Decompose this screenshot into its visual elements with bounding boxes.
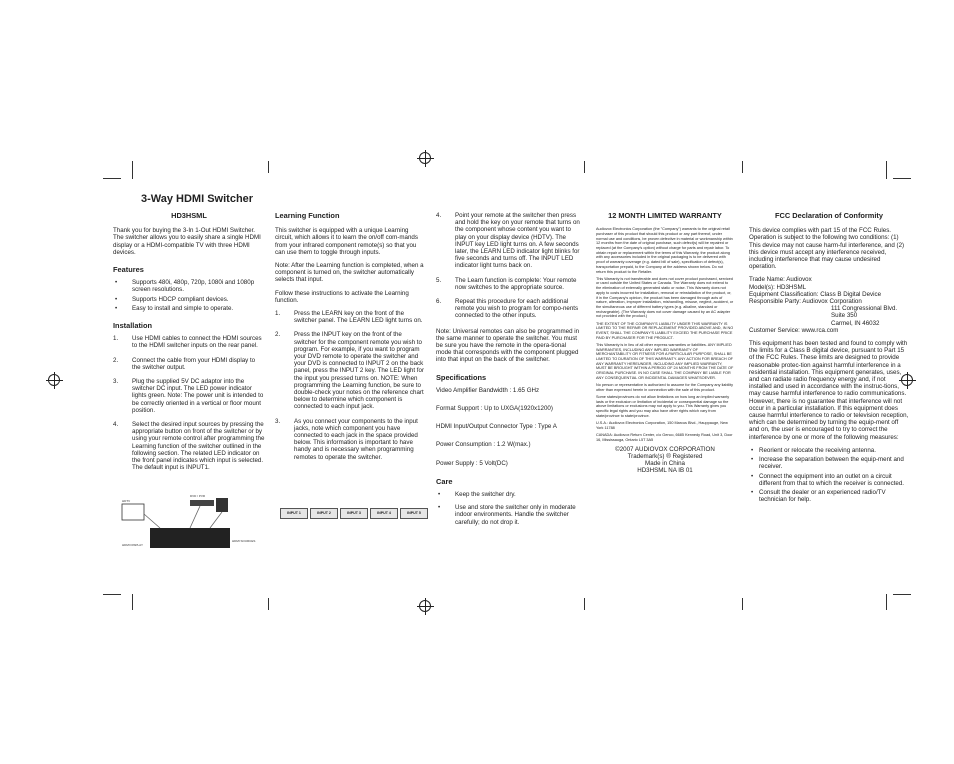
list-item: 3. Plug the supplied 5V DC adaptor into the switcher DC input. The LED power indicator lights green. Note: The power unit is intended to be correctly oriented in a vertical or floor mount position. <box>113 378 264 414</box>
customer-service: Customer Service: www.rca.com <box>749 326 839 334</box>
fcc-p2: This equipment has been tested and found to comply with the limits for a Class B digital device, pursuant to Part 15 of the FCC Rules. These limits are designed to provide reasonable protec-tion against harmful interference in a residential installation. This equipment generates, uses, and can radiate radio frequency energy and, if not installed and used in accordance with the instruc-tions, may cause harmful interference to radio communications. However, there is no guarantee that interference will not occur in a particular installation. If this equipment does cause harmful interference to radio or television reception, which can be determined by turning the equip-ment off and on, the user is encouraged to try to correct the interference by one or more of the following measures: <box>749 340 909 441</box>
address-line: Carmel, IN 46032 <box>831 319 880 327</box>
list-item: • Increase the separation between the equip-ment and receiver. <box>751 456 904 471</box>
warranty-paragraph: Audiovox Electronics Corporation (the "Company") warrants to the original retail purchaser of this product that should this product or any part thereof, under normal use and conditions, be proven defective in material or workmanship within 12 months from the date of original purchase, such defect(s) will be repaired or replaced (at the Company's option) without charge for parts and repair labor. To obtain repair or replacement within the terms of this Warranty, the product along with any accessories included in the original packaging is to be delivered with proof of warranty coverage (e.g. dated bill of sale), specification of defect(s), transportation prepaid, to the Company at the address shown below. Do not return this product to the Retailer. <box>596 227 733 274</box>
label-dvd: DVD / PVR <box>190 494 206 498</box>
warranty-paragraph: No person or representative is authorized to assume for the Company any liability other than expressed herein in connection with the sale of this product. <box>596 383 733 392</box>
warranty-paragraph: This Warranty is not transferable and does not cover product purchased, serviced or used outside the United States or Canada. The Warranty does not extend to the elimination of externally generated static or noise. This Warranty does not apply to costs incurred for installation, removal or reinstallation of the product, or, if in the Company's opinion, the product has been damaged through acts of nature, alteration, improper installation, mishandling, misuse, neglect, accident, or the simultaneous use of different battery types (e.g. alkaline, standard or rechargeable). (The Warranty does not cover damage caused by an AC adapter not provided with the product.) <box>596 276 734 319</box>
spec-item: Format Support : Up to UXGA(1920x1200) <box>436 405 553 413</box>
fold-mark <box>584 161 585 173</box>
trademark: Trademark(s) ® Registered <box>627 453 703 461</box>
universal-remote-note: Note: Universal remotes can also be programmed in the same manner to operate the switcher. You must be sure you have the remote in the opera-tional mode that corresponds with the component plugged into that input on the back of the switcher. <box>436 327 580 364</box>
hdtv-illustration <box>122 504 144 520</box>
crop-mark <box>103 178 121 179</box>
copyright: ©2007 AUDIOVOX CORPORATION <box>615 446 715 454</box>
list-item: • Consult the dealer or an experienced radio/TV technician for help. <box>751 488 886 504</box>
input-cell: INPUT 1 <box>280 508 308 519</box>
fold-mark <box>742 161 743 173</box>
crop-mark <box>886 594 887 610</box>
fold-mark <box>742 598 743 610</box>
learning-heading: Learning Function <box>275 211 340 220</box>
registration-mark-icon <box>48 374 60 386</box>
registration-mark-icon <box>419 152 431 164</box>
list-item: • Supports 480i, 480p, 720p, 1080i and 1080p screen resolutions. <box>115 279 255 294</box>
warranty-paragraph: This Warranty is in lieu of all other express warranties or liabilities. ANY IMPLIED WARRANTIES, INCLUDING ANY IMPLIED WARRANTY OF MERCHANTABILITY OR FITNESS FOR A PARTICULAR PURPOSE, SHALL BE LIMITED TO DURATION OF THIS WARRANTY. ANY ACTION FOR BREACH OF ANY WARRANTY HEREUNDER, INCLUDING ANY IMPLIED WARRANTY, MUST BE BROUGHT WITHIN A PERIOD OF 24 MONTHS FROM THE DATE OF ORIGINAL PURCHASE. IN NO CASE SHALL THE COMPANY BE LIABLE FOR ANY CONSEQUENTIAL OR INCIDENTAL DAMAGES WHATSOEVER. <box>596 342 734 380</box>
switcher-illustration <box>150 528 230 548</box>
crop-mark <box>103 594 121 595</box>
column-learning <box>275 212 425 468</box>
warranty-paragraph: THE EXTENT OF THE COMPANY'S LIABILITY UNDER THIS WARRANTY IS LIMITED TO THE REPAIR OR REPLACEMENT PROVIDED ABOVE AND, IN NO EVENT, SHALL THE COMPANY'S LIABILITY EXCEED THE PURCHASE PRICE PAID BY PURCHASER FOR THE PRODUCT. <box>596 321 734 340</box>
dvd-player-illustration <box>190 500 214 506</box>
list-item: 1. Press the LEARN key on the front of the switcher panel. The LEARN LED light turns on. <box>275 310 423 325</box>
fcc-measures <box>749 447 909 503</box>
fold-mark <box>268 598 269 610</box>
fcc-heading: FCC Declaration of Conformity <box>775 211 883 220</box>
crop-mark <box>886 161 887 179</box>
list-item: 4. Point your remote at the switcher then press and hold the key on your remote that turns on the component whose content you want to play on your display device (HDTV). The INPUT key LED light turns on. A few seconds later, the LEARN LED indicator light blinks for five seconds and turns off. The INPUT LED indicator light turns back on. <box>436 212 580 270</box>
input-reference-chart <box>280 508 430 519</box>
registration-mark-icon <box>419 600 431 612</box>
care-list <box>436 491 582 526</box>
label-sources: HDMI SOURCES <box>232 539 256 543</box>
input-cell: INPUT 4 <box>370 508 398 519</box>
crop-mark <box>893 178 911 179</box>
installation-list <box>113 335 265 471</box>
column-intro <box>113 212 265 478</box>
list-item: 5. The Learn function is complete: Your remote now switches to the appropriate source. <box>436 276 577 291</box>
responsible-party: Responsible Party: Audiovox Corporation <box>749 298 862 306</box>
warranty-paragraph: Some states/provinces do not allow limitations on how long an implied warranty lasts or the exclusion or limitation of incidental or consequential damage so the above limitations or exclusions may not apply to you. This Warranty gives you specific legal rights and you may also have other rights which vary from state/province to state/province. <box>596 394 730 418</box>
address-line: Suite 350 <box>831 312 858 320</box>
installation-heading: Installation <box>113 321 153 331</box>
column-specs <box>436 212 582 528</box>
game-console-illustration <box>216 498 228 512</box>
label-hdtv: HDTV <box>122 499 131 503</box>
list-item: • Connect the equipment into an outlet on a circuit different from that to which the receiver is connected. <box>751 472 905 487</box>
features-heading: Features <box>113 265 144 275</box>
connection-diagram <box>120 490 260 558</box>
list-item: • Supports HDCP compliant devices. <box>115 295 229 303</box>
address-line: 111 Congressional Blvd. <box>831 305 898 313</box>
learning-steps <box>275 310 425 461</box>
warranty-paragraph: CANADA: Audiovox Return Center, c/o Genco, 6685 Kennedy Road, Unit 3, Door 16, Mississauga, Ontario L5T 3A5 <box>596 432 733 442</box>
fcc-p1: This device complies with part 15 of the FCC Rules. Operation is subject to the following two conditions: (1) This device may not cause harm-ful interference, and (2) this device must accept any interference received, including interference that may cause undesired operation. <box>749 227 905 271</box>
specs-list <box>436 387 582 467</box>
crop-mark <box>132 594 133 610</box>
label-display: HDMI DISPLAY <box>122 543 143 547</box>
list-item: 4. Select the desired input sources by pressing the appropriate button on front of the switcher or by using your remote control after programming the Learning function of the switcher outlined in the following section. The related LED indicator on the front panel indicates which input is selected. The default input is INPUT1. <box>113 421 265 472</box>
crop-mark <box>893 594 911 595</box>
learning-p2: Note: After the Learning function is completed, when a component is turned on, the switcher automatically selects that input. <box>275 262 424 284</box>
list-item: 1. Use HDMI cables to connect the HDMI sources to the HDMI switcher inputs on the rear panel. <box>113 335 262 350</box>
warranty-footer <box>596 446 734 474</box>
model-line: Model(s): HD3HSML <box>749 283 807 291</box>
learning-steps-continued <box>436 212 582 320</box>
list-item: 2. Connect the cable from your HDMI display to the switcher output. <box>113 356 256 371</box>
list-item: 2. Press the INPUT key on the front of the switcher for the component remote you wish to program. For example, if you want to program your DVD remote to operate the switcher and your DVD is connected to INPUT 2 on the back panel, press the INPUT 2 key. The LED light for the input you pressed turns on. NOTE: When programming the Learning function, be sure to double-check your notes on the reference chart below to determine which component is connected to each input jack. <box>275 331 424 411</box>
warranty-heading: 12 MONTH LIMITED WARRANTY <box>608 211 722 220</box>
classification-line: Equipment Classification: Class B Digital Device <box>749 290 882 298</box>
specs-heading: Specifications <box>436 372 487 382</box>
input-cell: INPUT 3 <box>340 508 368 519</box>
learning-p1: This switcher is equipped with a unique Learning circuit, which allows it to learn the on/off com-mands from your infrared component remote(s) so that you can use them to toggle through inputs. <box>275 227 418 256</box>
spec-item: HDMI Input/Output Connector Type : Type A <box>436 423 557 431</box>
list-item: • Reorient or relocate the receiving antenna. <box>751 446 876 454</box>
spec-item: Power Consumption : 1.2 W(max.) <box>436 441 531 449</box>
column-fcc <box>749 212 909 505</box>
column-warranty <box>596 212 734 474</box>
warranty-text <box>596 227 734 442</box>
document-title: 3-Way HDMI Switcher <box>141 193 254 205</box>
crop-mark <box>132 161 133 179</box>
list-item: • Use and store the switcher only in moderate indoor environments. Handle the switcher carefully; do not drop it. <box>438 504 576 526</box>
list-item: 3. As you connect your components to the input jacks, note which component you have connected to each jack in the space provided below. This information is important to have handy and is necessary when programming remotes to operate the switcher. <box>275 417 418 461</box>
features-list <box>113 279 265 312</box>
fold-mark <box>584 598 585 610</box>
intro-text: Thank you for buying the 3-In 1-Out HDMI Switcher. The switcher allows you to easily share a single HDMI display or a HDMI-compatible TV with three HDMI devices. <box>113 227 261 256</box>
input-cell: INPUT 5 <box>400 508 428 519</box>
learning-p3: Follow these instructions to activate the Learning function. <box>275 289 409 304</box>
origin: Made in China <box>645 460 685 468</box>
spec-item: Power Supply : 5 Volt(DC) <box>436 459 508 467</box>
spec-item: Video Amplifier Bandwidth : 1.65 GHz <box>436 386 540 394</box>
model-heading: HD3HSML <box>171 211 207 220</box>
list-item: 6. Repeat this procedure for each additional remote you wish to program for compo-nents connected to the other inputs. <box>436 298 579 320</box>
list-item: • Keep the switcher dry. <box>438 491 516 499</box>
care-heading: Care <box>436 476 453 486</box>
warranty-paragraph: U.S.A.: Audiovox Electronics Corporation, 150 Marcus Blvd., Hauppauge, New York 11788 <box>596 420 728 430</box>
list-item: • Easy to install and simple to operate. <box>115 304 234 312</box>
fold-mark <box>268 161 269 173</box>
trade-name: Trade Name: Audiovox <box>749 276 812 284</box>
input-cell: INPUT 2 <box>310 508 338 519</box>
doc-code: HD3HSML NA IB 01 <box>637 467 693 475</box>
